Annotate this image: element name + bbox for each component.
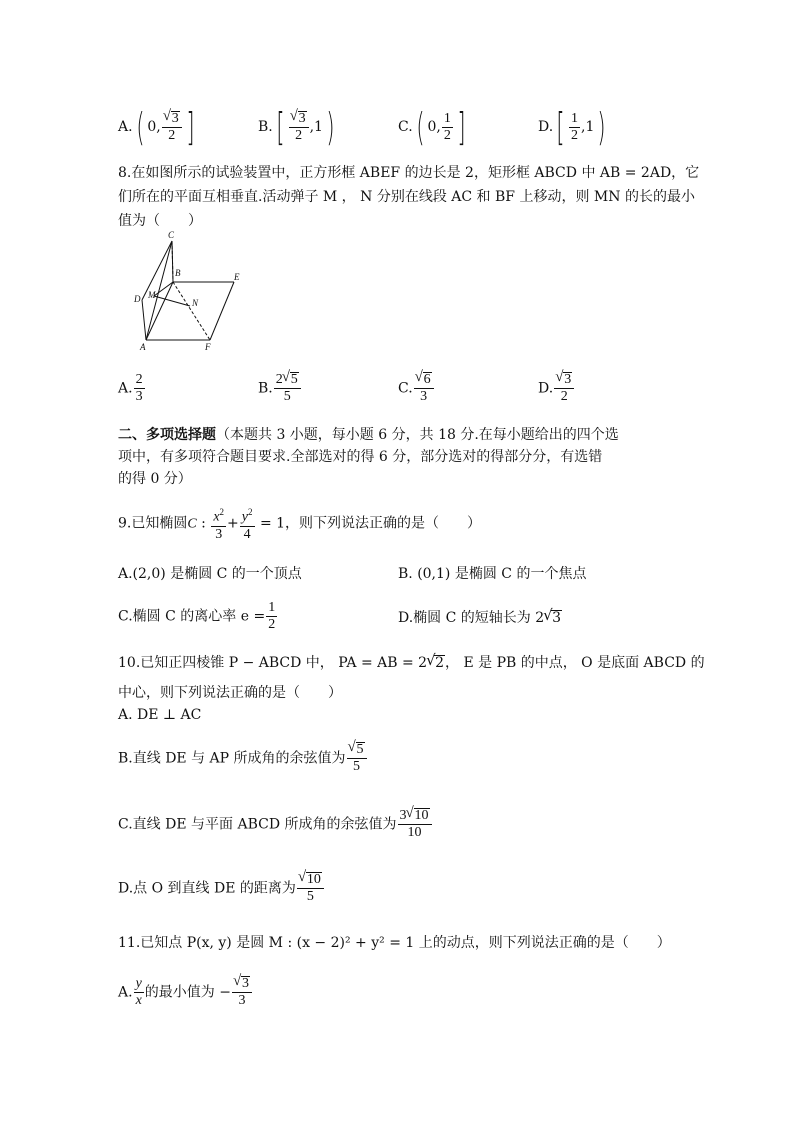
label-e: E — [234, 272, 240, 282]
q7-option-d: D.[ $\frac{1}{2}$ ,1) — [538, 105, 606, 149]
q10-option-d: D.点 O 到直线 DE 的距离为 √ $\frac{10}{5}$ — [118, 872, 325, 905]
q11-line-1: 11.已知点 P(x, y) 是圆 M : (x − 2)² + y² = 1 上的动点，则下列说法正确的是（ ） — [118, 935, 671, 951]
q8-option-d: D. √ $\frac{3}{2}$ — [538, 372, 575, 405]
q11-option-a: A. $\frac{y}{x}$ 的最小值为 − √ $\frac{3}{3}$ — [118, 976, 253, 1009]
q9-option-a: A.(2,0) 是椭圆 C 的一个顶点 — [118, 566, 302, 582]
q8-line-3: 值为（ ） — [118, 213, 202, 229]
section2-title: 二、多项选择题 — [118, 427, 216, 443]
q10-option-c: C.直线 DE 与平面 ABCD 所成角的余弦值为 $\frac{3√ 10}{10}$ — [118, 808, 433, 841]
label-m: M — [148, 290, 156, 300]
section2-line-3: 的得 0 分） — [118, 471, 192, 487]
q8-option-b: B. $\frac{2√ 5}{5}$ — [258, 372, 302, 405]
label-a: A — [140, 342, 146, 352]
label-n: N — [192, 298, 199, 308]
q7-option-b: B.[ √ $\frac{3}{2}$ ,1) — [258, 108, 338, 146]
q7-option-a: A.( 0, √ $\frac{3}{2}$ ] — [118, 108, 198, 146]
edge-fe — [210, 282, 234, 340]
label-f: F — [205, 342, 211, 352]
label-b: B — [175, 268, 181, 278]
section2-line-1: 二、多项选择题（本题共 3 小题，每小题 6 分，共 18 分.在每小题给出的四个选 — [118, 427, 619, 443]
q10-option-a: A. DE ⊥ AC — [118, 707, 202, 723]
q9-option-c: C.椭圆 C 的离心率 e = $\frac{1}{2}$ — [118, 600, 276, 632]
q8-option-a: A. $\frac{2}{3}$ — [118, 372, 143, 404]
label-c: C — [168, 230, 175, 240]
q9-option-b: B. (0,1) 是椭圆 C 的一个焦点 — [398, 566, 587, 582]
q8-option-c: C. √ $\frac{6}{3}$ — [398, 372, 435, 405]
q8-line-1: 8.在如图所示的试验装置中，正方形框 ABEF 的边长是 2，矩形框 ABCD 中 AB = 2AD，它 — [118, 165, 700, 181]
q8-figure — [128, 228, 258, 356]
q8-line-2: 们所在的平面互相垂直.活动弹子 M ， N 分别在线段 AC 和 BF 上移动，则 MN 的长的最小 — [118, 189, 695, 205]
section2-line-2: 项中，有多项符合题目要求.全部选对的得 6 分，部分选对的得部分分，有选错 — [118, 449, 603, 465]
edge-bf — [173, 282, 210, 340]
q7-option-c: C.( 0, $\frac{1}{2}$ ] — [398, 105, 466, 149]
q10-line-1: 10.已知正四棱锥 P − ABCD 中， PA = AB = 2√ 2， E 是 PB 的中点， O 是底面 ABCD 的 — [118, 652, 705, 672]
edge-ad — [142, 300, 146, 340]
label-d: D — [134, 294, 141, 304]
q9-stem: 9.已知椭圆C : $\frac{x^2}{3}$ + $\frac{y^2}{4}$ = 1，则下列说法正确的是（ ） — [118, 507, 482, 542]
q9-option-d: D.椭圆 C 的短轴长为 2√ 3 — [398, 607, 562, 627]
edge-dc — [142, 241, 172, 300]
q10-option-b: B.直线 DE 与 AP 所成角的余弦值为 √ $\frac{5}{5}$ — [118, 742, 368, 775]
q10-line-2: 中心，则下列说法正确的是（ ） — [118, 685, 342, 701]
